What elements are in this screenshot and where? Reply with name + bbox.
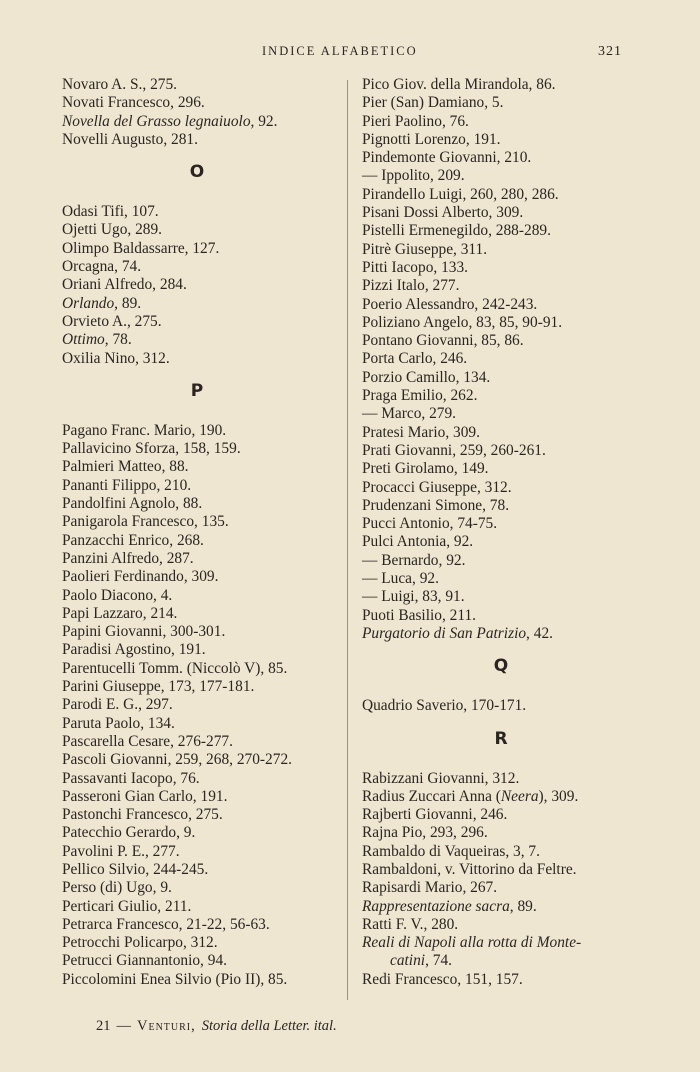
index-entry: Rabizzani Giovanni, 312. [362,769,520,787]
index-entry: Rambaldo di Vaqueiras, 3, 7. [362,842,540,860]
index-entry: Ottimo, 78. [62,331,132,349]
index-entry: Orvieto A., 275. [62,312,162,330]
index-entry: Parodi E. G., 297. [62,696,173,714]
index-entry: — Luca, 92. [362,570,439,588]
index-entry: Procacci Giuseppe, 312. [362,478,512,496]
index-entry: Pizzi Italo, 277. [362,277,460,295]
index-entry: Novati Francesco, 296. [62,94,205,112]
index-column-right [362,76,662,989]
index-entry: Pindemonte Giovanni, 210. [362,149,532,167]
index-entry: Pavolini P. E., 277. [62,842,180,860]
index-entry: Pratesi Mario, 309. [362,423,480,441]
index-entry: Pagano Franc. Mario, 190. [62,421,227,439]
index-entry: Ojetti Ugo, 289. [62,221,163,239]
index-entry: Orcagna, 74. [62,258,142,276]
footer-author: Venturi, [137,1018,196,1034]
index-entry: Pico Giov. della Mirandola, 86. [362,76,556,93]
index-entry: Pucci Antonio, 74-75. [362,515,498,533]
index-entry: Pier (San) Damiano, 5. [362,94,504,112]
index-entry: Palmieri Matteo, 88. [62,458,189,476]
index-entry: Olimpo Baldassarre, 127. [62,239,220,257]
index-entry: Patecchio Gerardo, 9. [62,824,196,842]
index-entry: Pulci Antonia, 92. [362,533,474,551]
index-entry: Pieri Paolino, 76. [362,112,469,130]
index-entry: Novelli Augusto, 281. [62,130,198,148]
footer-work-title: Storia della Letter. ital. [201,1018,337,1034]
index-entry: — Bernardo, 92. [362,551,466,569]
index-entry: Parini Giuseppe, 173, 177-181. [62,678,255,696]
index-entry: Quadrio Saverio, 170-171. [362,697,527,715]
index-entry: Pignotti Lorenzo, 191. [362,130,501,148]
index-entry: Puoti Basilio, 211. [362,606,477,624]
index-entry: Petrocchi Policarpo, 312. [62,934,218,952]
running-head [0,44,700,64]
index-entry: Petrarca Francesco, 21-22, 56-63. [62,915,270,933]
index-entry: Perso (di) Ugo, 9. [62,879,172,897]
index-entry: — Ippolito, 209. [362,167,465,185]
index-entry: Passavanti Iacopo, 76. [62,769,200,787]
index-entry: Preti Girolamo, 149. [362,460,489,478]
section-letter-q: Q [493,656,509,677]
index-entry: Pascoli Giovanni, 259, 268, 270-272. [62,751,292,769]
index-entry: catini, 74. [390,952,452,970]
index-entry: Panigarola Francesco, 135. [62,513,229,531]
index-entry: Pallavicino Sforza, 158, 159. [62,440,241,458]
index-entry: Pastonchi Francesco, 275. [62,806,223,824]
index-entry: — Marco, 279. [362,405,457,423]
index-entry: Rapisardi Mario, 267. [362,879,498,897]
index-entry: Papini Giovanni, 300-301. [62,623,226,641]
index-entry: Odasi Tifi, 107. [62,203,159,221]
index-entry: Rambaldoni, v. Vittorino da Feltre. [362,860,577,878]
index-entry: Redi Francesco, 151, 157. [362,970,523,988]
index-entry: Praga Emilio, 262. [362,387,478,405]
index-entry: Oxilia Nino, 312. [62,349,170,367]
index-entry: Ratti F. V., 280. [362,915,459,933]
section-letter-o: O [189,162,205,183]
index-entry: Poliziano Angelo, 83, 85, 90-91. [362,313,563,331]
index-column-left [62,76,342,989]
index-entry: Radius Zuccari Anna (Neera), 309. [362,787,579,805]
section-letter-p: P [190,380,204,401]
signature-number: 21 [96,1018,111,1034]
index-entry: Pontano Giovanni, 85, 86. [362,332,524,350]
index-entry: Petrucci Giannantonio, 94. [62,952,227,970]
footer-dash: — [116,1018,131,1034]
index-entry: Pistelli Ermenegildo, 288-289. [362,222,551,240]
index-entry: Prati Giovanni, 259, 260-261. [362,441,546,459]
index-entry: Parentucelli Tomm. (Niccolò V), 85. [62,659,288,677]
index-entry: Orlando, 89. [62,294,142,312]
index-entry: Purgatorio di San Patrizio, 42. [362,624,553,642]
index-entry: Pitti Iacopo, 133. [362,258,469,276]
index-entry: Paolieri Ferdinando, 309. [62,568,219,586]
page-number: 321 [598,44,622,59]
index-entry: Novaro A. S., 275. [62,76,178,93]
section-letter-r: R [494,728,508,749]
index-entry: Papi Lazzaro, 214. [62,604,178,622]
index-entry: Piccolomini Enea Silvio (Pio II), 85. [62,970,288,988]
index-entry: Paolo Diacono, 4. [62,586,173,604]
index-entry: Rajna Pio, 293, 296. [362,824,488,842]
index-entry: Pitrè Giuseppe, 311. [362,240,488,258]
index-entry: Panzacchi Enrico, 268. [62,531,204,549]
index-entry: Reali di Napoli alla rotta di Monte- [362,934,582,952]
page-footer [96,1018,337,1035]
index-entry: Paradisi Agostino, 191. [62,641,206,659]
index-entry: Pananti Filippo, 210. [62,476,192,494]
index-entry: Pisani Dossi Alberto, 309. [362,204,524,222]
index-entry: Poerio Alessandro, 242-243. [362,295,538,313]
index-entry: Panzini Alfredo, 287. [62,549,194,567]
index-entry: Rappresentazione sacra, 89. [362,897,537,915]
index-entry: Pandolfini Agnolo, 88. [62,495,203,513]
page-title: INDICE ALFABETICO [262,44,418,58]
index-entry: Porzio Camillo, 134. [362,368,491,386]
index-entry: Perticari Giulio, 211. [62,897,192,915]
index-entry: — Luigi, 83, 91. [362,588,465,606]
index-entry: Oriani Alfredo, 284. [62,276,187,294]
index-entry: Pirandello Luigi, 260, 280, 286. [362,185,559,203]
index-entry: Pellico Silvio, 244-245. [62,860,209,878]
index-entry: Novella del Grasso legnaiuolo, 92. [62,112,278,130]
index-entry: Passeroni Gian Carlo, 191. [62,787,228,805]
column-divider [347,80,348,1000]
index-entry: Rajberti Giovanni, 246. [362,806,508,824]
index-entry: Prudenzani Simone, 78. [362,496,510,514]
index-entry: Pascarella Cesare, 276-277. [62,732,233,750]
index-entry: Porta Carlo, 246. [362,350,468,368]
index-entry: Paruta Paolo, 134. [62,714,175,732]
